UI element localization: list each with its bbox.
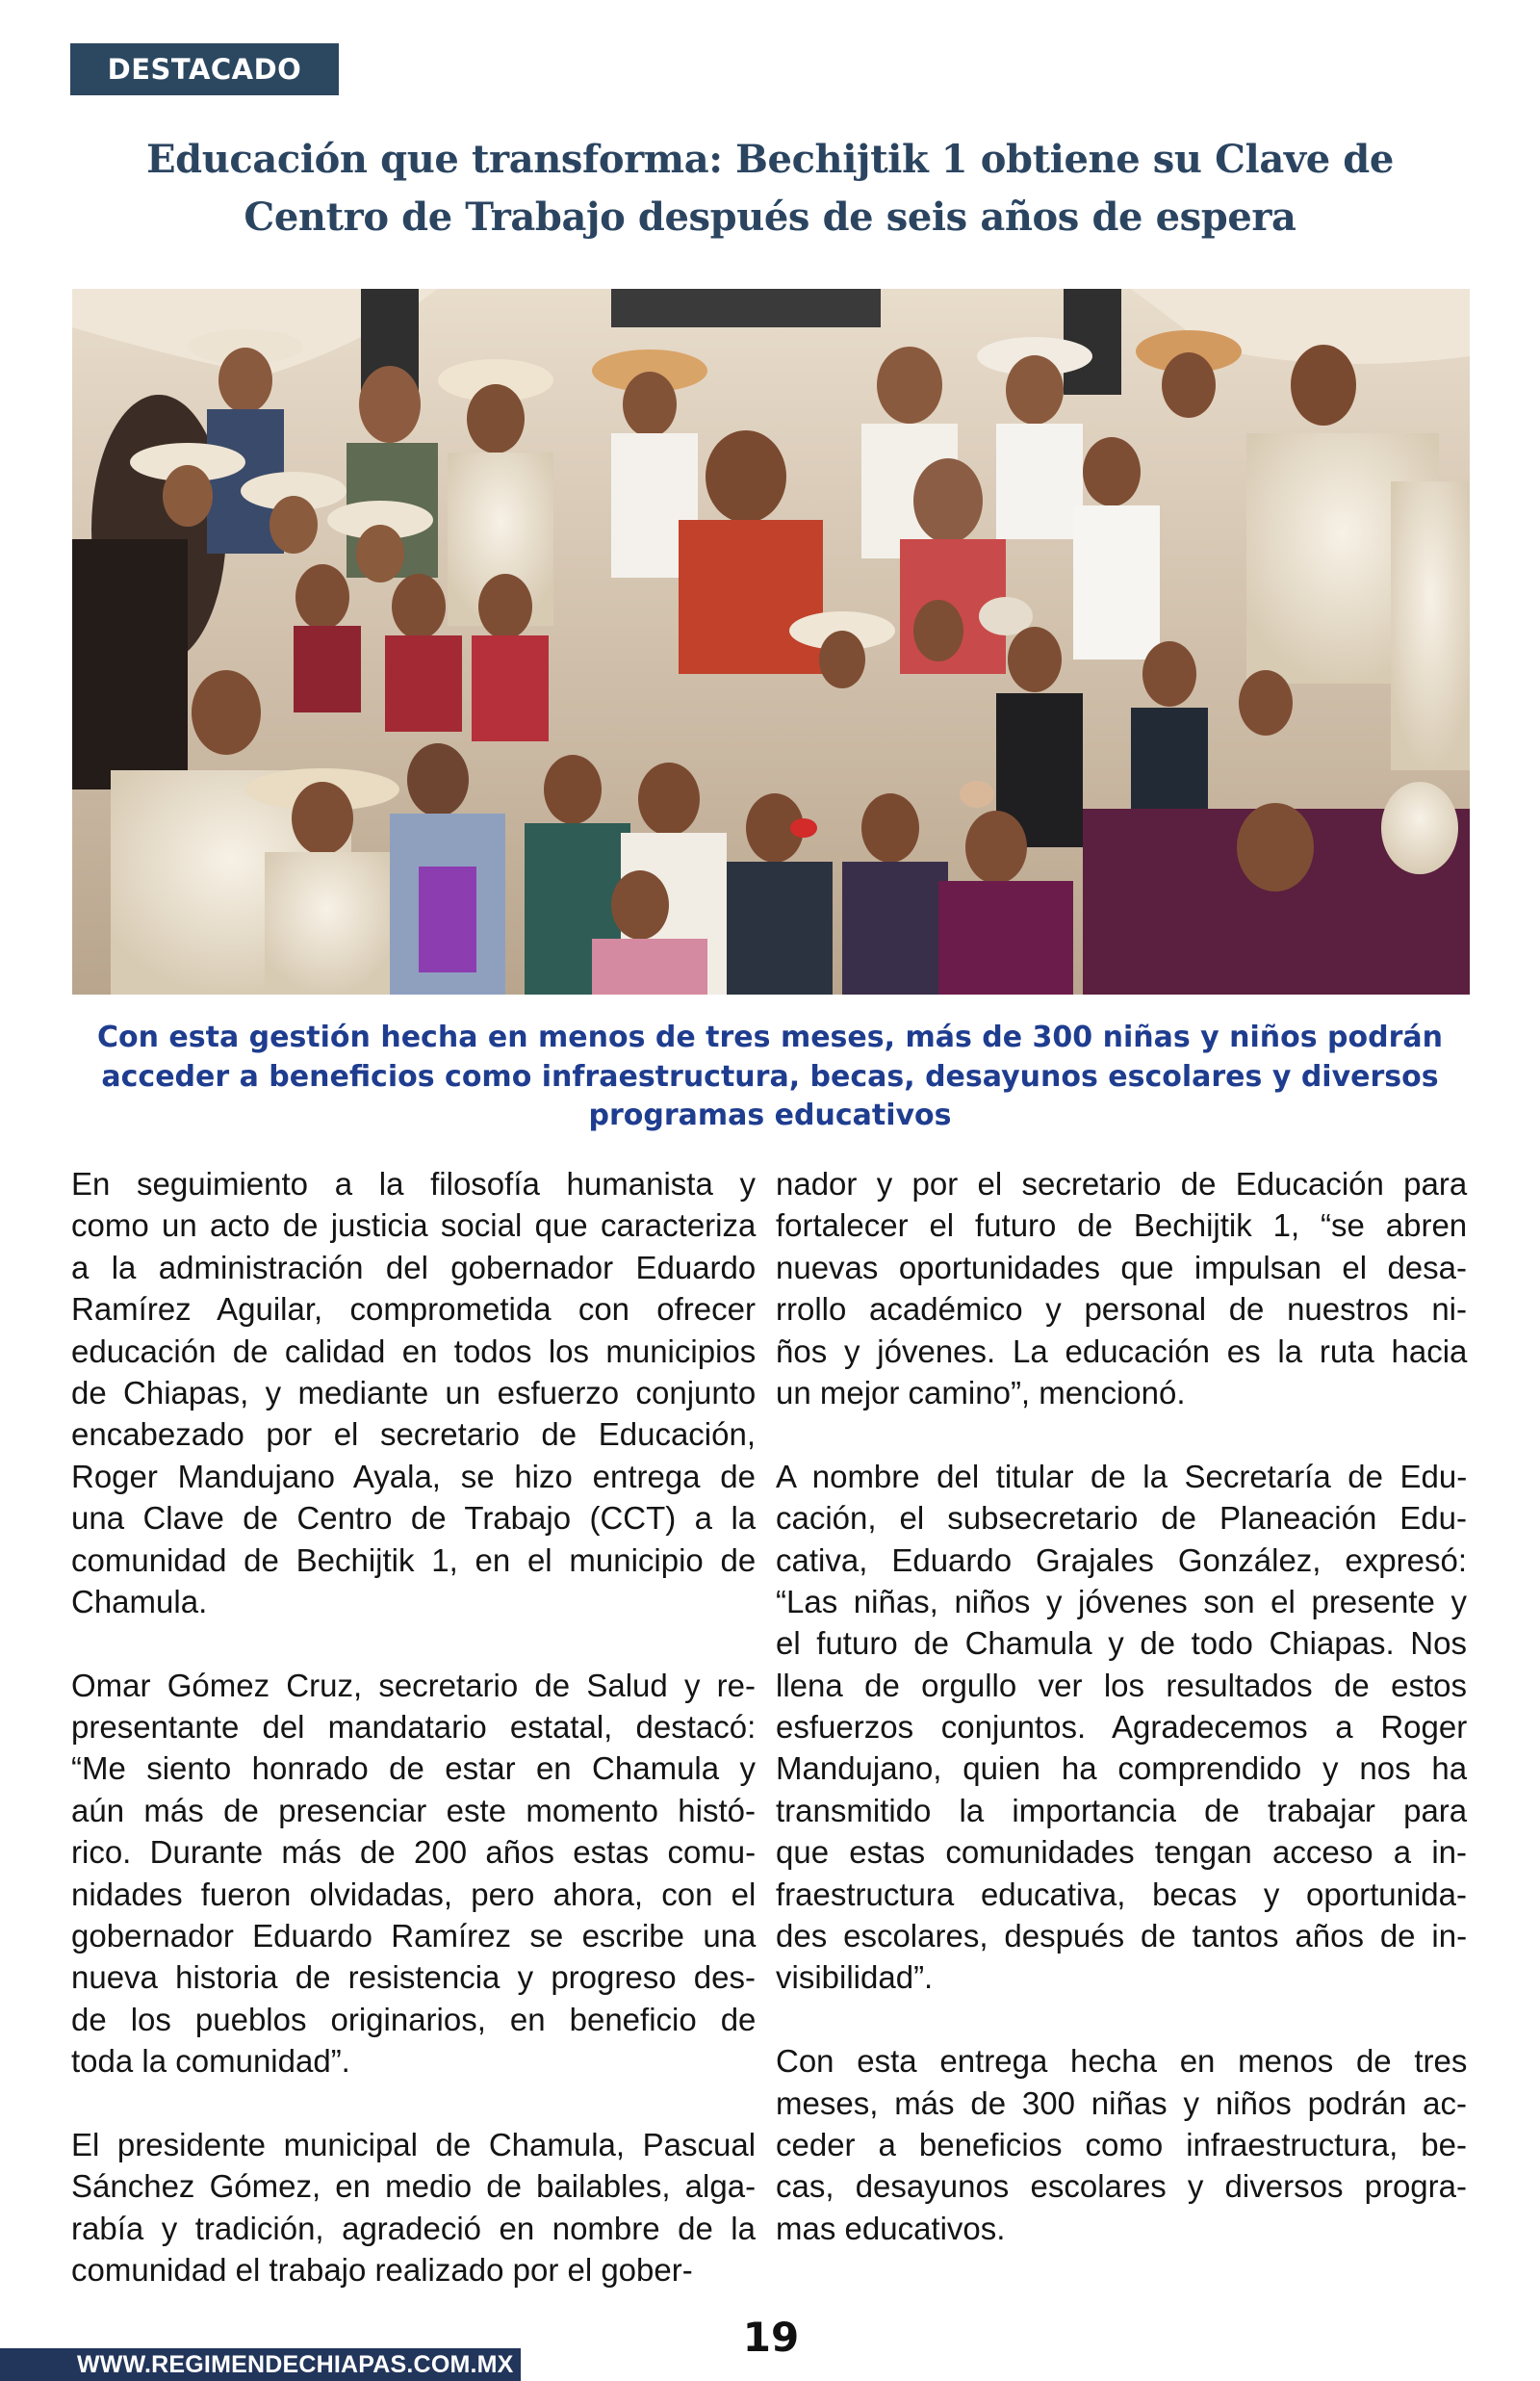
body-paragraph <box>776 2040 1467 2249</box>
section-tag <box>70 43 339 95</box>
body-line: Con esta entrega hecha en menos de tres <box>776 2043 1468 2080</box>
body-paragraph <box>776 1163 1467 1413</box>
body-line: ños y jóvenes. La educación es la ruta hacia <box>776 1333 1468 1369</box>
body-line: que estas comunidades tengan acceso a in- <box>776 1834 1467 1871</box>
body-line: nueva historia de resistencia y progreso des- <box>71 1959 756 1996</box>
body-column-right <box>776 1163 1467 2291</box>
body-line: “Me siento honrado de estar en Chamula y <box>71 1750 756 1787</box>
body-line: cativa, Eduardo Grajales González, expresó: <box>776 1541 1467 1578</box>
body-line: a la administración del gobernador Eduardo <box>71 1249 757 1285</box>
body-line: “Las niñas, niños y jóvenes son el presente y <box>776 1583 1467 1619</box>
body-line: Omar Gómez Cruz, secretario de Salud y re- <box>71 1667 756 1703</box>
body-line: En seguimiento a la filosofía humanista y <box>71 1166 756 1202</box>
body-line: fortalecer el futuro de Bechijtik 1, “se abren <box>776 1207 1468 1244</box>
subtitle-line: programas educativos <box>588 1099 952 1132</box>
body-line: nuevas oportunidades que impulsan el desa- <box>776 1249 1467 1285</box>
body-paragraph <box>776 1456 1467 1999</box>
body-line: comunidad de Bechijtik 1, en el municipio de <box>71 1541 757 1578</box>
body-line: Ramírez Aguilar, comprometida con ofrecer <box>71 1291 756 1328</box>
body-line: como un acto de justicia social que caracteriza <box>71 1207 757 1244</box>
body-line: un mejor camino”, mencionó. <box>776 1374 1186 1410</box>
body-line: rico. Durante más de 200 años estas comu- <box>71 1834 757 1871</box>
subtitle-line: acceder a beneficios como infraestructura, becas, desayunos escolares y diversos <box>101 1059 1439 1094</box>
page-number: 19 <box>742 2314 800 2361</box>
body-line: aún más de presenciar este momento histó- <box>71 1792 756 1828</box>
headline-line: Centro de Trabajo después de seis años de espera <box>244 194 1296 240</box>
body-line: transmitido la importancia de trabajar para <box>776 1792 1468 1828</box>
body-line: presentante del mandatario estatal, destacó: <box>71 1709 757 1746</box>
body-line: de Chiapas, y mediante un esfuerzo conjunto <box>71 1374 757 1410</box>
body-line: gobernador Eduardo Ramírez se escribe una <box>71 1918 757 1954</box>
group-photo-image <box>72 289 1470 995</box>
body-line: rrollo académico y personal de nuestros ni- <box>776 1291 1467 1328</box>
body-line: el futuro de Chamula y de todo Chiapas. Nos <box>776 1625 1467 1662</box>
body-line: toda la comunidad”. <box>71 2043 350 2080</box>
body-column-left <box>71 1163 756 2333</box>
body-paragraph <box>71 2124 756 2291</box>
body-paragraph <box>71 1665 756 2083</box>
article-headline <box>58 131 1482 246</box>
body-paragraph <box>71 1163 756 1622</box>
body-line: ceder a beneficios como infraestructura, be- <box>776 2126 1467 2162</box>
body-line: llena de orgullo ver los resultados de estos <box>776 1667 1467 1703</box>
body-line: rabía y tradición, agradeció en nombre de la <box>71 2210 756 2246</box>
body-line: Sánchez Gómez, en medio de bailables, alga- <box>71 2168 757 2205</box>
body-line: de los pueblos originarios, en beneficio de <box>71 2001 757 2037</box>
body-line: educación de calidad en todos los municipios <box>71 1333 757 1369</box>
body-line: Mandujano, quien ha comprendido y nos ha <box>776 1750 1468 1787</box>
body-line: nidades fueron olvidadas, pero ahora, con el <box>71 1876 757 1912</box>
body-line: esfuerzos conjuntos. Agradecemos a Roger <box>776 1709 1468 1746</box>
body-line: El presidente municipal de Chamula, Pascual <box>71 2126 757 2162</box>
body-line: encabezado por el secretario de Educación, <box>71 1416 756 1453</box>
body-line: Roger Mandujano Ayala, se hizo entrega de <box>71 1458 756 1494</box>
body-line: comunidad el trabajo realizado por el gober- <box>71 2252 693 2289</box>
body-line: visibilidad”. <box>776 1959 934 1996</box>
body-line: A nombre del titular de la Secretaría de Edu- <box>776 1458 1468 1494</box>
body-line: fraestructura educativa, becas y oportunida- <box>776 1876 1467 1912</box>
body-line: nador y por el secretario de Educación para <box>776 1166 1468 1202</box>
headline-line: Educación que transforma: Bechijtik 1 obtiene su Clave de <box>146 137 1394 182</box>
article-subtitle <box>67 1019 1473 1136</box>
section-tag-label: DESTACADO <box>107 53 302 86</box>
body-line: Chamula. <box>71 1583 208 1619</box>
footer-website-bar <box>0 2348 521 2381</box>
body-line: des escolares, después de tantos años de in- <box>776 1918 1468 1954</box>
article-photo <box>72 289 1470 995</box>
body-line: cación, el subsecretario de Planeación Edu- <box>776 1500 1467 1537</box>
body-line: cas, desayunos escolares y diversos progra- <box>776 2168 1467 2205</box>
footer-website-link[interactable]: WWW.REGIMENDECHIAPAS.COM.MX <box>77 2351 514 2378</box>
body-line: meses, más de 300 niñas y niños podrán ac- <box>776 2084 1467 2121</box>
body-line: una Clave de Centro de Trabajo (CCT) a la <box>71 1500 757 1537</box>
body-line: mas educativos. <box>776 2210 1006 2246</box>
subtitle-line: Con esta gestión hecha en menos de tres meses, más de 300 niñas y niños podrán <box>96 1021 1444 1054</box>
